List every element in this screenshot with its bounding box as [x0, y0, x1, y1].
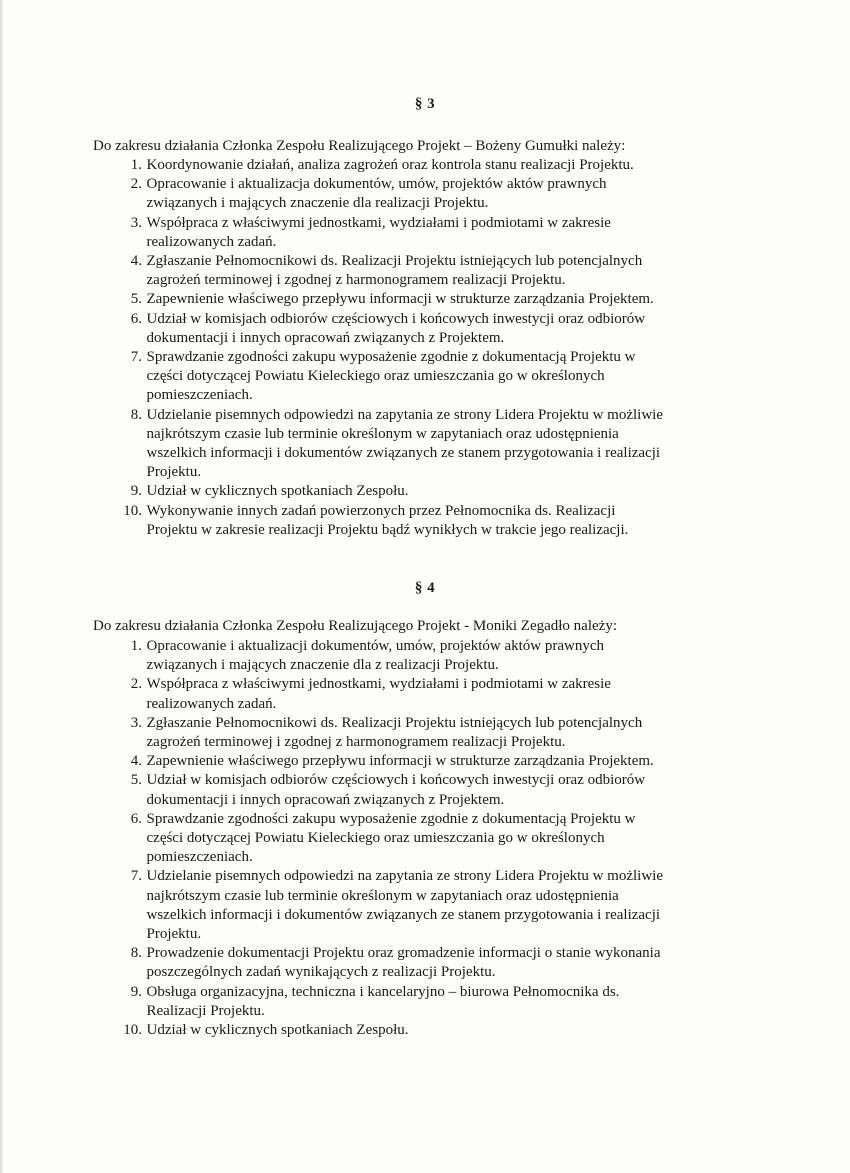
list-item-line: Udział w komisjach odbiorów częściowych i końcowych inwestycji oraz odbiorów	[146, 772, 646, 789]
list-item-line: Projektu w zakresie realizacji Projektu bądź wynikłych w trakcie jego realizacji.	[146, 521, 629, 538]
list-item	[92, 983, 732, 1021]
list-item	[92, 714, 732, 752]
section-heading-3: § 3	[414, 96, 436, 112]
list-item-line: Projektu.	[146, 926, 202, 943]
list-item-line: realizowanych zadań.	[146, 233, 277, 250]
list-item-line: Zapewnienie właściwego przepływu informacji w strukturze zarządzania Projektem.	[146, 753, 654, 770]
list-item-line: Projektu.	[146, 464, 202, 481]
list-item-line: wszelkich informacji i dokumentów związanych ze stanem przygotowania i realizacji	[146, 445, 661, 462]
list-item-line: Prowadzenie dokumentacji Projektu oraz gromadzenie informacji o stanie wykonania	[146, 945, 661, 962]
list-item-text	[147, 983, 732, 1021]
list-item-line: Udzielanie pisemnych odpowiedzi na zapytania ze strony Lidera Projektu w możliwie	[146, 868, 663, 885]
list-item-text	[147, 867, 732, 944]
list-item-line: Wykonywanie innych zadań powierzonych przez Pełnomocnika ds. Realizacji	[146, 502, 616, 519]
list-item-text	[147, 348, 732, 406]
list-item-text	[147, 175, 732, 213]
section-3-duties-list	[92, 156, 732, 540]
list-item-line: Udział w cyklicznych spotkaniach Zespołu.	[146, 1022, 409, 1039]
list-item	[92, 771, 732, 809]
list-item-text	[147, 252, 732, 290]
list-item-text	[147, 310, 732, 348]
list-item-text	[147, 502, 732, 540]
list-item-line: związanych i mających znaczenie dla z realizacji Projektu.	[146, 657, 499, 674]
list-item-line: pomieszczeniach.	[146, 387, 253, 404]
list-item	[92, 252, 732, 290]
list-item	[92, 406, 732, 483]
list-item-text	[147, 156, 732, 175]
list-item-line: Zgłaszanie Pełnomocnikowi ds. Realizacji Projektu istniejących lub potencjalnych	[146, 714, 643, 731]
list-item-text	[147, 714, 732, 752]
list-item-line: związanych i mających znaczenie dla realizacji Projektu.	[146, 195, 489, 212]
list-item-line: części dotyczącej Powiatu Kieleckiego oraz umieszczania go w określonych	[146, 830, 605, 847]
list-item	[92, 214, 732, 252]
list-item-number: 9.	[130, 483, 142, 500]
list-item-number: 9.	[130, 983, 142, 1000]
list-item-number: 4.	[130, 253, 142, 270]
list-item-number: 6.	[130, 810, 142, 827]
list-item-text	[147, 810, 732, 868]
list-item-number: 2.	[130, 676, 142, 693]
list-item-number: 7.	[130, 349, 142, 366]
list-item-number: 1.	[130, 638, 142, 654]
list-item-number: 4.	[130, 753, 142, 770]
list-item	[92, 482, 732, 501]
list-item-line: najkrótszym czasie lub terminie określonym w zapytaniach oraz udostępnienia	[146, 887, 619, 904]
list-item-line: Opracowanie i aktualizacji dokumentów, umów, projektów aktów prawnych	[146, 638, 604, 654]
list-item-number: 5.	[130, 291, 142, 308]
list-item-line: Koordynowanie działań, analiza zagrożeń oraz kontrola stanu realizacji Projektu.	[146, 157, 634, 173]
list-item-line: Opracowanie i aktualizacja dokumentów, umów, projektów aktów prawnych	[146, 176, 607, 193]
list-item-text	[147, 752, 732, 771]
list-item-number: 8.	[130, 945, 142, 962]
list-item-line: dokumentacji i innych opracowań związanych z Projektem.	[146, 329, 505, 346]
list-item-text	[147, 675, 732, 713]
list-item-line: Realizacji Projektu.	[146, 1002, 265, 1019]
list-item	[92, 752, 732, 771]
list-item-number: 3.	[130, 214, 142, 231]
list-item	[92, 175, 732, 213]
list-item-line: części dotyczącej Powiatu Kieleckiego oraz umieszczania go w określonych	[146, 368, 605, 385]
section-4-intro: Do zakresu działania Członka Zespołu Realizującego Projekt - Moniki Zegadło należy:	[93, 618, 617, 634]
list-item-number: 5.	[130, 772, 142, 789]
list-item-line: Udział w komisjach odbiorów częściowych i końcowych inwestycji oraz odbiorów	[146, 310, 646, 327]
list-item-number: 10.	[123, 1022, 142, 1039]
list-item	[92, 348, 732, 406]
list-item-line: zagrożeń terminowej i zgodnej z harmonogramem realizacji Projektu.	[146, 734, 566, 751]
list-item-line: zagrożeń terminowej i zgodnej z harmonogramem realizacji Projektu.	[146, 272, 566, 289]
list-item-text	[147, 944, 732, 982]
list-item	[92, 290, 732, 309]
list-item-line: Zapewnienie właściwego przepływu informacji w strukturze zarządzania Projektem.	[146, 291, 654, 308]
list-item-text	[147, 482, 732, 501]
list-item-line: Zgłaszanie Pełnomocnikowi ds. Realizacji Projektu istniejących lub potencjalnych	[146, 253, 643, 270]
list-item-line: Obsługa organizacyjna, techniczna i kancelaryjno – biurowa Pełnomocnika ds.	[146, 983, 620, 1000]
list-item-number: 2.	[130, 176, 142, 193]
list-item-line: dokumentacji i innych opracowań związanych z Projektem.	[146, 791, 505, 808]
list-item-line: Udział w cyklicznych spotkaniach Zespołu.	[146, 483, 409, 500]
list-item	[92, 810, 732, 868]
list-item-number: 3.	[130, 714, 142, 731]
list-item	[92, 156, 732, 175]
section-3-intro: Do zakresu działania Członka Zespołu Realizującego Projekt – Bożeny Gumułki należy:	[93, 138, 626, 154]
list-item-line: Współpraca z właściwymi jednostkami, wydziałami i podmiotami w zakresie	[146, 676, 611, 693]
list-item-line: poszczególnych zadań wynikających z realizacji Projektu.	[146, 964, 496, 981]
list-item	[92, 675, 732, 713]
list-item-number: 1.	[130, 157, 142, 173]
list-item-text	[147, 214, 732, 252]
list-item-number: 10.	[123, 502, 142, 519]
list-item-line: Udzielanie pisemnych odpowiedzi na zapytania ze strony Lidera Projektu w możliwie	[146, 406, 663, 423]
list-item-text	[147, 771, 732, 809]
list-item-line: najkrótszym czasie lub terminie określonym w zapytaniach oraz udostępnienia	[146, 425, 619, 442]
list-item	[92, 1021, 732, 1040]
list-item-number: 8.	[130, 406, 142, 423]
list-item	[92, 310, 732, 348]
list-item-text	[147, 406, 732, 483]
list-item-number: 6.	[130, 310, 142, 327]
list-item	[92, 867, 732, 944]
list-item-line: realizowanych zadań.	[146, 695, 277, 712]
list-item-number: 7.	[130, 868, 142, 885]
section-heading-4: § 4	[414, 580, 436, 596]
list-item	[92, 637, 732, 675]
list-item-line: pomieszczeniach.	[146, 849, 253, 866]
list-item-line: Sprawdzanie zgodności zakupu wyposażenie zgodnie z dokumentacją Projektu w	[146, 810, 636, 827]
list-item	[92, 944, 732, 982]
list-item	[92, 502, 732, 540]
section-4-duties-list	[92, 637, 732, 1040]
list-item-text	[147, 637, 732, 675]
list-item-text	[147, 1021, 732, 1040]
list-item-line: Współpraca z właściwymi jednostkami, wydziałami i podmiotami w zakresie	[146, 214, 611, 231]
list-item-text	[147, 290, 732, 309]
list-item-line: wszelkich informacji i dokumentów związanych ze stanem przygotowania i realizacji	[146, 906, 661, 923]
list-item-line: Sprawdzanie zgodności zakupu wyposażenie zgodnie z dokumentacją Projektu w	[146, 349, 636, 366]
